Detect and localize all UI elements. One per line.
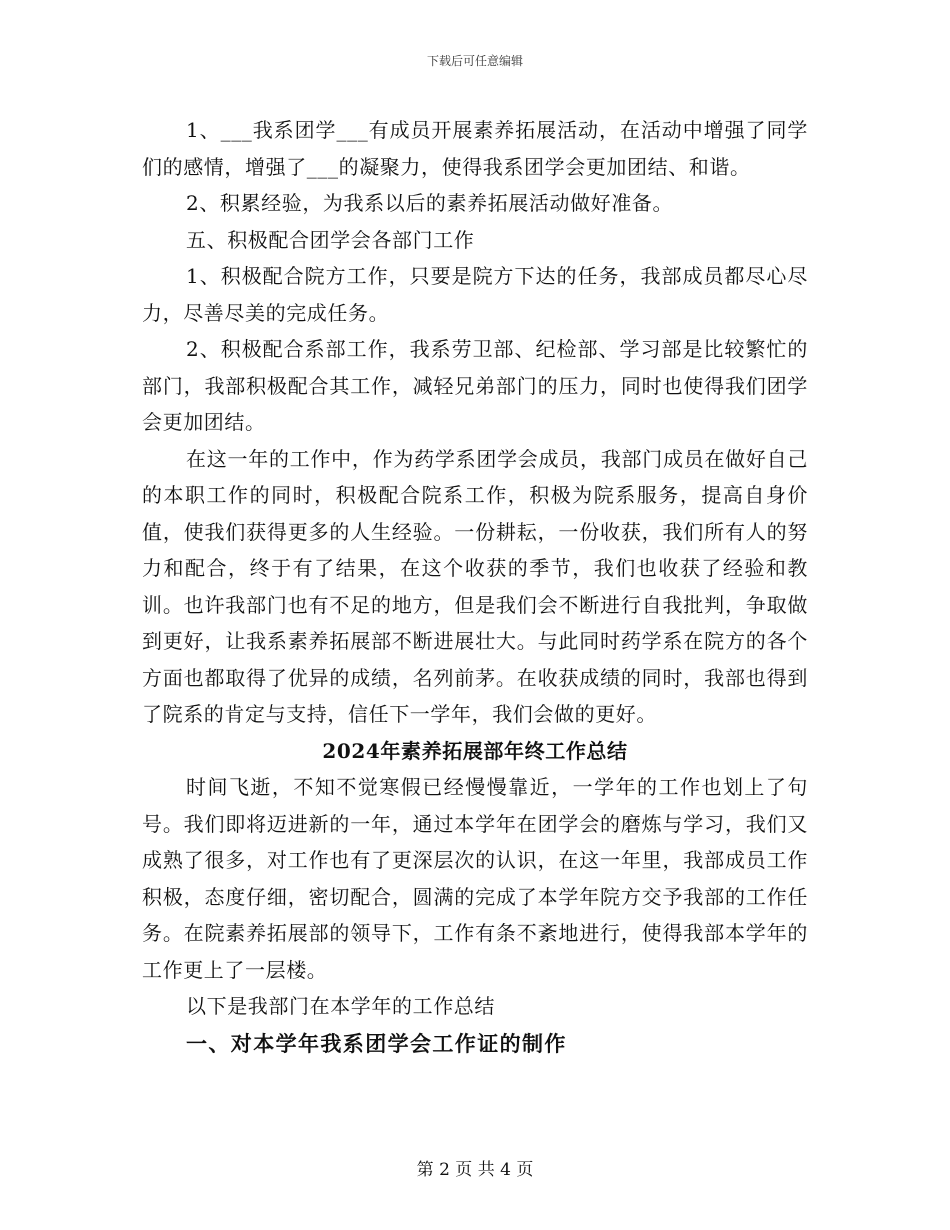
paragraph-item-2: 2、积累经验，为我系以后的素养拓展活动做好准备。 — [186, 191, 674, 215]
paragraph-cooperate-department: 2、积极配合系部工作，我系劳卫部、纪检部、学习部是比较繁忙的部门，我部积极配合其工作，减轻兄弟部门的压力，同时也使得我们团学会更加团结。 — [142, 337, 808, 434]
paragraph-item-1: 1、___我系团学___有成员开展素养拓展活动，在活动中增强了同学们的感情，增强了___的凝聚力，使得我系团学会更加团结、和谐。 — [142, 118, 808, 179]
section-five-heading: 五、积极配合团学会各部门工作 — [186, 227, 475, 252]
paragraph-summary: 在这一年的工作中，作为药学系团学会成员，我部门成员在做好自己的本职工作的同时，积极配合院系工作，积极为院系服务，提高自身价值，使我们获得更多的人生经验。一份耕耘，一份收获，我们所有人的努力和配合，终于有了结果，在这个收获的季节，我们也收获了经验和教训。也许我部门也有不足的地方，但是我们会不断进行自我批判，争取做到更好，让我系素养拓展部不断进展壮大。与此同时药学系在院方的各个方面也都取得了优异的成绩，名列前茅。在收获成绩的同时，我部也得到了院系的肯定与支持，信任下一学年，我们会做的更好。 — [142, 446, 808, 726]
section-heading-one: 一、对本学年我系团学会工作证的制作 — [186, 1030, 567, 1056]
document-title: 2024年素养拓展部年终工作总结 — [322, 738, 628, 763]
paragraph-cooperate-school: 1、积极配合院方工作，只要是院方下达的任务，我部成员都尽心尽力，尽善尽美的完成任务。 — [142, 264, 808, 325]
document-body — [142, 112, 808, 1063]
page-header-note: 下载后可任意编辑 — [426, 54, 523, 68]
page-number: 第 2 页 共 4 页 — [416, 1160, 534, 1180]
paragraph-lead-in: 以下是我部门在本学年的工作总结 — [186, 994, 495, 1018]
paragraph-intro: 时间飞逝，不知不觉寒假已经慢慢靠近，一学年的工作也划上了句号。我们即将迈进新的一年，通过本学年在团学会的磨炼与学习，我们又成熟了很多，对工作也有了更深层次的认识，在这一年里，我部成员工作积极，态度仔细，密切配合，圆满的完成了本学年院方交予我部的工作任务。在院素养拓展部的领导下，工作有条不紊地进行，使得我部本学年的工作更上了一层楼。 — [142, 775, 808, 982]
